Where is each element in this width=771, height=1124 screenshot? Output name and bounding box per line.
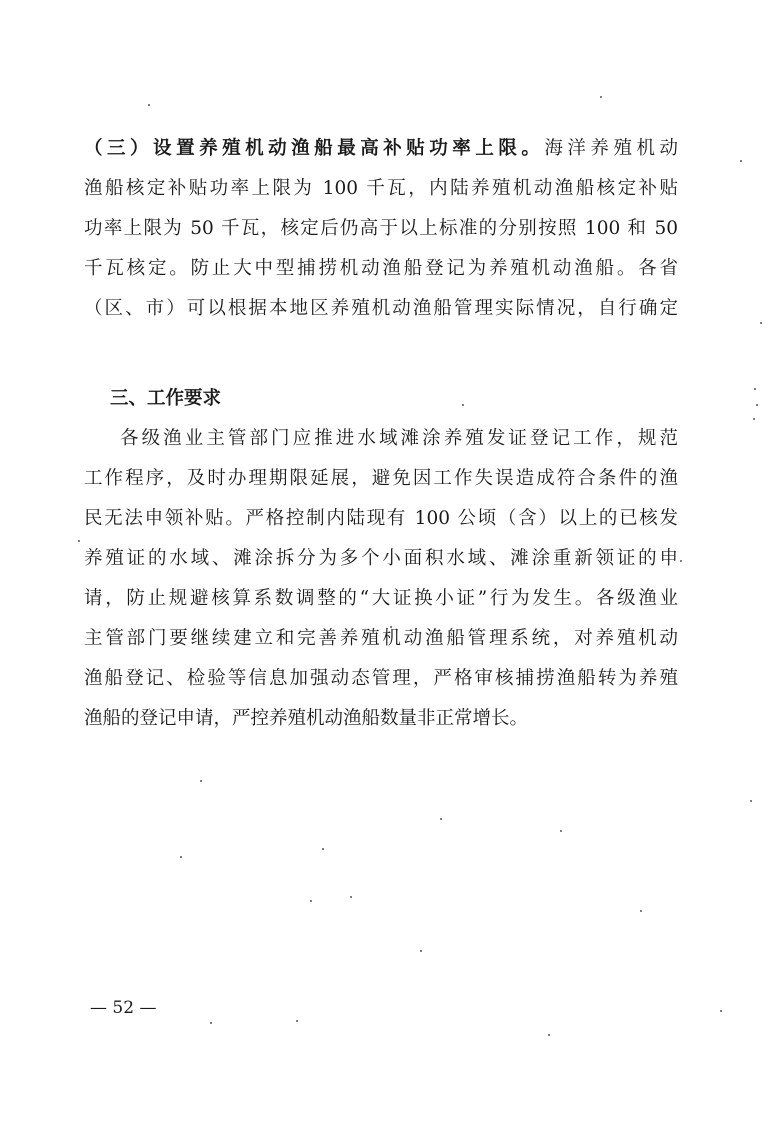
scan-speck bbox=[462, 404, 464, 406]
scan-speck bbox=[310, 900, 312, 902]
scan-speck bbox=[548, 1034, 550, 1036]
paragraph-line: 请，防止规避核算系数调整的“大证换小证”行为发生。各级渔业 bbox=[84, 588, 678, 609]
scan-speck bbox=[78, 540, 80, 542]
scan-speck bbox=[296, 1020, 298, 1022]
scan-speck bbox=[740, 160, 742, 162]
scan-speck bbox=[640, 910, 642, 912]
scan-speck bbox=[322, 848, 324, 850]
paragraph-line: 渔船的登记申请，严控养殖机动渔船数量非正常增长。 bbox=[84, 708, 529, 729]
scan-speck bbox=[760, 322, 762, 324]
scan-speck bbox=[148, 104, 150, 106]
scan-speck bbox=[390, 626, 392, 628]
paragraph-line: 千瓦核定。防止大中型捕捞机动渔船登记为养殖机动渔船。各省 bbox=[84, 258, 678, 279]
scan-speck bbox=[756, 404, 758, 406]
scan-speck bbox=[210, 1022, 212, 1024]
paragraph-line: 渔船登记、检验等信息加强动态管理，严格审核捕捞渔船转为养殖 bbox=[84, 668, 678, 689]
scan-speck bbox=[680, 560, 682, 562]
paragraph-line: 渔船核定补贴功率上限为 100 千瓦，内陆养殖机动渔船核定补贴 bbox=[84, 178, 678, 199]
page-number: — 52 — bbox=[90, 998, 157, 1018]
scan-speck bbox=[600, 96, 602, 98]
scan-speck bbox=[200, 780, 202, 782]
scan-speck bbox=[750, 800, 752, 802]
scan-speck bbox=[180, 856, 182, 858]
scan-speck bbox=[350, 896, 352, 898]
paragraph-line bbox=[84, 135, 678, 163]
scan-speck bbox=[720, 1010, 722, 1012]
paragraph-text: 海洋养殖机动 bbox=[544, 138, 678, 159]
paragraph-line: （区、市）可以根据本地区养殖机动渔船管理实际情况，自行确定 bbox=[84, 298, 678, 319]
paragraph-line: 养殖证的水域、滩涂拆分为多个小面积水域、滩涂重新领证的申 bbox=[84, 548, 678, 569]
scan-speck bbox=[754, 388, 756, 390]
scan-speck bbox=[753, 418, 755, 420]
paragraph-line: 工作程序，及时办理期限延展，避免因工作失误造成符合条件的渔 bbox=[84, 468, 678, 489]
paragraph-line: 主管部门要继续建立和完善养殖机动渔船管理系统，对养殖机动 bbox=[84, 628, 678, 649]
paragraph-line: 民无法申领补贴。严格控制内陆现有 100 公顷（含）以上的已核发 bbox=[84, 508, 678, 529]
section-heading: 三、工作要求 bbox=[110, 388, 222, 409]
scan-speck bbox=[440, 818, 442, 820]
paragraph-line: 功率上限为 50 千瓦，核定后仍高于以上标准的分别按照 100 和 50 bbox=[84, 218, 678, 239]
subsection-title: （三）设置养殖机动渔船最高补贴功率上限。 bbox=[84, 138, 545, 159]
scan-speck bbox=[560, 830, 562, 832]
scan-speck bbox=[420, 950, 422, 952]
paragraph-line: 各级渔业主管部门应推进水域滩涂养殖发证登记工作，规范 bbox=[120, 428, 678, 449]
